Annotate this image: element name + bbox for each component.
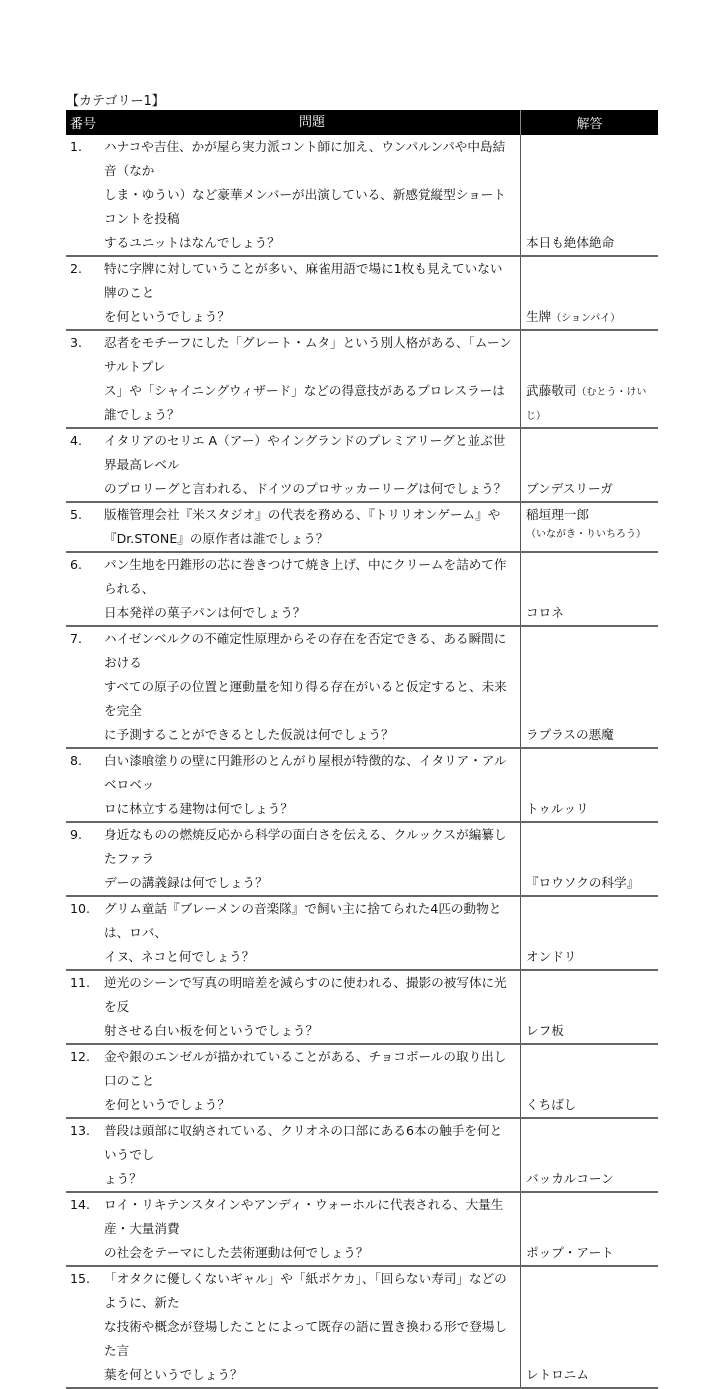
question-line: に予測することができるとした仮説は何でしょう？ <box>104 727 394 742</box>
table-row <box>66 1045 658 1119</box>
question-line: 忍者をモチーフにした「グレート・ムタ」という別人格がある、「ムーンサルトプレ <box>104 335 512 374</box>
question-number: 1. <box>70 139 83 154</box>
header-answer: 解答 <box>576 117 603 132</box>
question-line: 特に字牌に対していうことが多い、麻雀用語で場に1枚も見えていない牌のこと <box>104 261 503 300</box>
question-line: イヌ、ネコと何でしょう？ <box>104 949 255 964</box>
question-number: 14. <box>70 1197 91 1212</box>
question-text <box>104 971 520 1043</box>
answer-cell <box>520 429 658 501</box>
table-row <box>66 257 658 331</box>
question-number: 13. <box>70 1123 91 1138</box>
category-title: 【カテゴリー1】 <box>66 94 165 109</box>
question-line: ょう？ <box>104 1171 142 1186</box>
answer-cell <box>520 135 658 255</box>
answer-text: ポップ・アート <box>526 1245 614 1260</box>
question-line: ロに林立する建物は何でしょう？ <box>104 801 293 816</box>
question-text <box>104 1193 520 1265</box>
answer-text: 生牌 <box>526 309 552 324</box>
answer-text: 武藤敬司 <box>526 383 577 398</box>
question-number: 6. <box>70 557 83 572</box>
answer-text: ブンデスリーガ <box>526 481 613 496</box>
question-line: ハナコや吉住、かが屋ら実力派コント師に加え、ウンパルンパや中島結音（なか <box>104 139 506 178</box>
table-row <box>66 971 658 1045</box>
table-row <box>66 627 658 749</box>
answer-text: トゥルッリ <box>526 801 589 816</box>
table-row <box>66 1267 658 1389</box>
question-text <box>104 331 520 427</box>
question-text <box>104 429 520 501</box>
answer-text: コロネ <box>526 605 564 620</box>
question-line: しま・ゆうい）など豪華メンバーが出演している、新感覚縦型ショートコントを投稿 <box>104 187 506 226</box>
question-line: するユニットはなんでしょう？ <box>104 235 280 250</box>
question-line: 逆光のシーンで写真の明暗差を減らすのに使われる、撮影の被写体に光を反 <box>104 975 507 1014</box>
question-text <box>104 1119 520 1191</box>
question-line: を何というでしょう？ <box>104 1097 230 1112</box>
question-number: 8. <box>70 753 83 768</box>
question-line: ロイ・リキテンスタインやアンディ・ウォーホルに代表される、大量生産・大量消費 <box>104 1197 504 1236</box>
answer-text: 『ロウソクの科学』 <box>526 875 640 890</box>
answer-text: オンドリ <box>526 949 577 964</box>
answer-text: レトロニム <box>526 1367 589 1382</box>
question-text <box>104 1045 520 1117</box>
answer-reading: （いながき・りいちろう） <box>526 529 646 540</box>
quiz-table <box>66 110 658 1389</box>
question-line: ハイゼンベルクの不確定性原理からその存在を否定できる、ある瞬間における <box>104 631 507 670</box>
question-text <box>104 553 520 625</box>
question-number: 3. <box>70 335 83 350</box>
answer-text: 本日も絶体絶命 <box>526 235 615 250</box>
answer-reading: （むとう・けいじ） <box>526 387 647 422</box>
answer-text: バッカルコーン <box>526 1171 614 1186</box>
header-number: 番号 <box>70 117 97 132</box>
question-number: 4. <box>70 433 83 448</box>
question-line: 「オタクに優しくないギャル」や「紙ポケカ」、「回らない寿司」などのように、新た <box>104 1271 507 1310</box>
answer-cell <box>520 971 658 1043</box>
table-row <box>66 1119 658 1193</box>
question-line: デーの講義録は何でしょう？ <box>104 875 268 890</box>
answer-text: レフ板 <box>526 1023 564 1038</box>
question-line: 普段は頭部に収納されている、クリオネの口部にある6本の触手を何というでし <box>104 1123 503 1162</box>
question-line: 版権管理会社『米スタジオ』の代表を務める、『トリリオンゲーム』や <box>104 507 501 522</box>
table-header <box>66 110 658 135</box>
question-number: 11. <box>70 975 91 990</box>
table-row <box>66 897 658 971</box>
answer-cell <box>520 897 658 969</box>
answer-text: くちばし <box>526 1097 577 1112</box>
question-text <box>104 823 520 895</box>
answer-text: ラプラスの悪魔 <box>526 727 614 742</box>
table-row <box>66 331 658 429</box>
question-line: パン生地を円錐形の芯に巻きつけて焼き上げ、中にクリームを詰めて作られる、 <box>104 557 507 596</box>
question-line: のプロリーグと言われる、ドイツのプロサッカーリーグは何でしょう？ <box>104 481 507 496</box>
question-line: を何というでしょう？ <box>104 309 230 324</box>
question-line: 葉を何というでしょう？ <box>104 1367 243 1382</box>
question-text <box>104 627 520 747</box>
question-number: 7. <box>70 631 83 646</box>
table-row <box>66 823 658 897</box>
question-line: すべての原子の位置と運動量を知り得る存在がいると仮定すると、未来を完全 <box>104 679 507 718</box>
answer-cell <box>520 627 658 747</box>
answer-text: 稲垣理一郎 <box>526 507 589 522</box>
question-number: 9. <box>70 827 83 842</box>
answer-cell <box>520 503 658 551</box>
table-row <box>66 553 658 627</box>
question-line: な技術や概念が登場したことによって既存の語に置き換わる形で登場した言 <box>104 1319 507 1358</box>
answer-cell <box>520 823 658 895</box>
question-text <box>104 135 520 255</box>
question-line: 金や銀のエンゼルが描かれていることがある、チョコボールの取り出し口のこと <box>104 1049 507 1088</box>
question-number: 10. <box>70 901 91 916</box>
question-line: 『Dr.STONE』の原作者は誰でしょう？ <box>104 531 329 546</box>
answer-cell <box>520 331 658 427</box>
question-number: 2. <box>70 261 83 276</box>
question-line: 射させる白い板を何というでしょう？ <box>104 1023 319 1038</box>
table-body <box>66 135 658 1389</box>
answer-cell <box>520 1193 658 1265</box>
header-question: 問題 <box>104 110 521 135</box>
table-row <box>66 503 658 553</box>
answer-cell <box>520 553 658 625</box>
question-line: 日本発祥の菓子パンは何でしょう？ <box>104 605 306 620</box>
table-row <box>66 749 658 823</box>
table-row <box>66 1193 658 1267</box>
question-line: の社会をテーマにした芸術運動は何でしょう？ <box>104 1245 369 1260</box>
question-text <box>104 897 520 969</box>
question-line: ス」や「シャイニングウィザード」などの得意技があるプロレスラーは誰でしょう？ <box>104 383 505 422</box>
question-text <box>104 503 520 551</box>
answer-cell <box>520 1267 658 1387</box>
answer-cell <box>520 1045 658 1117</box>
question-number: 12. <box>70 1049 91 1064</box>
question-line: 身近なものの燃焼反応から科学の面白さを伝える、クルックスが編纂したファラ <box>104 827 507 866</box>
answer-reading: （ションパイ） <box>551 313 621 324</box>
table-row <box>66 429 658 503</box>
question-line: 白い漆喰塗りの壁に円錐形のとんがり屋根が特徴的な、イタリア・アルベロベッ <box>104 753 507 792</box>
question-number: 5. <box>70 507 83 522</box>
question-line: グリム童話『ブレーメンの音楽隊』で飼い主に捨てられた4匹の動物とは、ロバ、 <box>104 901 502 940</box>
question-text <box>104 1267 520 1387</box>
answer-cell <box>520 1119 658 1191</box>
question-text <box>104 257 520 329</box>
answer-cell <box>520 257 658 329</box>
table-row <box>66 135 658 257</box>
question-text <box>104 749 520 821</box>
question-line: イタリアのセリエ A（アー）やイングランドのプレミアリーグと並ぶ世界最高レベル <box>104 433 506 472</box>
question-number: 15. <box>70 1271 91 1286</box>
answer-cell <box>520 749 658 821</box>
